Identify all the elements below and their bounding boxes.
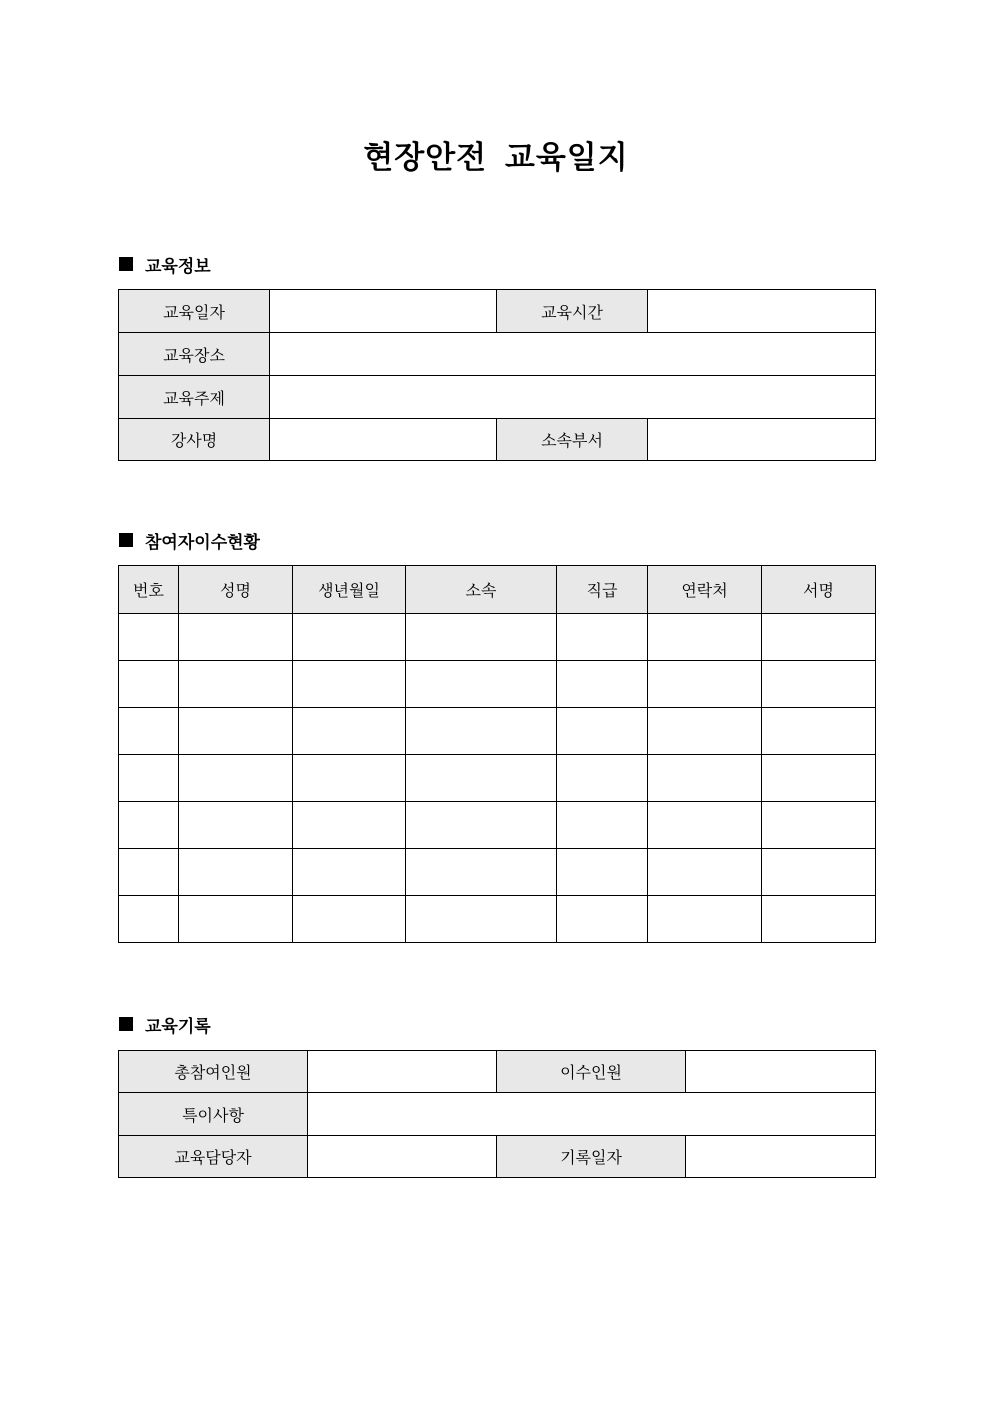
- cell-contact[interactable]: [648, 896, 762, 943]
- field-education-manager[interactable]: [308, 1136, 497, 1178]
- participants-table: [118, 565, 876, 943]
- field-department[interactable]: [648, 419, 876, 461]
- label-education-subject: 교육주제: [119, 376, 270, 419]
- section-heading-info: [119, 252, 211, 276]
- education-info-table: [118, 289, 876, 461]
- cell-number[interactable]: [119, 802, 179, 849]
- cell-signature[interactable]: [762, 614, 876, 661]
- cell-birthdate[interactable]: [293, 661, 406, 708]
- cell-name[interactable]: [179, 802, 293, 849]
- cell-contact[interactable]: [648, 849, 762, 896]
- education-record-table: [118, 1050, 876, 1178]
- cell-contact[interactable]: [648, 661, 762, 708]
- field-education-date[interactable]: [270, 290, 497, 333]
- cell-birthdate[interactable]: [293, 614, 406, 661]
- cell-name[interactable]: [179, 708, 293, 755]
- cell-name[interactable]: [179, 849, 293, 896]
- cell-contact[interactable]: [648, 614, 762, 661]
- cell-contact[interactable]: [648, 755, 762, 802]
- label-education-place: 교육장소: [119, 333, 270, 376]
- section-heading-label: 교육기록: [145, 1016, 211, 1037]
- field-notes[interactable]: [308, 1093, 876, 1136]
- field-completed-count[interactable]: [686, 1051, 876, 1093]
- field-instructor[interactable]: [270, 419, 497, 461]
- section-heading-participants: [119, 528, 260, 552]
- field-education-subject[interactable]: [270, 376, 876, 419]
- cell-position[interactable]: [557, 614, 648, 661]
- cell-affiliation[interactable]: [406, 849, 557, 896]
- cell-birthdate[interactable]: [293, 708, 406, 755]
- table-row: [119, 661, 876, 708]
- cell-contact[interactable]: [648, 802, 762, 849]
- table-row: [119, 849, 876, 896]
- section-heading-label: 참여자이수현황: [145, 532, 260, 553]
- column-header-contact: 연락처: [648, 566, 762, 614]
- table-row: [119, 802, 876, 849]
- cell-name[interactable]: [179, 755, 293, 802]
- cell-name[interactable]: [179, 614, 293, 661]
- table-header-row: [119, 566, 876, 614]
- square-bullet-icon: [119, 1017, 133, 1031]
- label-education-manager: 교육담당자: [119, 1136, 308, 1178]
- label-total-participants: 총참여인원: [119, 1051, 308, 1093]
- cell-position[interactable]: [557, 661, 648, 708]
- cell-affiliation[interactable]: [406, 614, 557, 661]
- column-header-number: 번호: [119, 566, 179, 614]
- table-row: [119, 755, 876, 802]
- cell-name[interactable]: [179, 896, 293, 943]
- label-instructor: 강사명: [119, 419, 270, 461]
- column-header-name: 성명: [179, 566, 293, 614]
- section-heading-record: [119, 1012, 211, 1036]
- field-record-date[interactable]: [686, 1136, 876, 1178]
- page-title: 현장안전 교육일지: [363, 140, 629, 176]
- cell-number[interactable]: [119, 614, 179, 661]
- cell-birthdate[interactable]: [293, 896, 406, 943]
- field-education-place[interactable]: [270, 333, 876, 376]
- label-record-date: 기록일자: [497, 1136, 686, 1178]
- column-header-position: 직급: [557, 566, 648, 614]
- cell-number[interactable]: [119, 755, 179, 802]
- cell-position[interactable]: [557, 708, 648, 755]
- cell-signature[interactable]: [762, 802, 876, 849]
- cell-birthdate[interactable]: [293, 849, 406, 896]
- cell-signature[interactable]: [762, 755, 876, 802]
- label-department: 소속부서: [497, 419, 648, 461]
- table-row: [119, 614, 876, 661]
- cell-affiliation[interactable]: [406, 896, 557, 943]
- cell-position[interactable]: [557, 849, 648, 896]
- field-education-time[interactable]: [648, 290, 876, 333]
- cell-position[interactable]: [557, 755, 648, 802]
- cell-number[interactable]: [119, 849, 179, 896]
- label-education-date: 교육일자: [119, 290, 270, 333]
- square-bullet-icon: [119, 533, 133, 547]
- cell-contact[interactable]: [648, 708, 762, 755]
- label-education-time: 교육시간: [497, 290, 648, 333]
- cell-number[interactable]: [119, 896, 179, 943]
- cell-number[interactable]: [119, 708, 179, 755]
- section-heading-label: 교육정보: [145, 256, 211, 277]
- cell-name[interactable]: [179, 661, 293, 708]
- column-header-affiliation: 소속: [406, 566, 557, 614]
- cell-birthdate[interactable]: [293, 755, 406, 802]
- cell-signature[interactable]: [762, 896, 876, 943]
- table-row: [119, 708, 876, 755]
- cell-affiliation[interactable]: [406, 802, 557, 849]
- column-header-birthdate: 생년월일: [293, 566, 406, 614]
- label-completed-count: 이수인원: [497, 1051, 686, 1093]
- cell-position[interactable]: [557, 896, 648, 943]
- square-bullet-icon: [119, 257, 133, 271]
- column-header-signature: 서명: [762, 566, 876, 614]
- cell-birthdate[interactable]: [293, 802, 406, 849]
- cell-affiliation[interactable]: [406, 708, 557, 755]
- cell-number[interactable]: [119, 661, 179, 708]
- table-row: [119, 896, 876, 943]
- cell-signature[interactable]: [762, 708, 876, 755]
- cell-affiliation[interactable]: [406, 755, 557, 802]
- cell-signature[interactable]: [762, 661, 876, 708]
- label-notes: 특이사항: [119, 1093, 308, 1136]
- cell-signature[interactable]: [762, 849, 876, 896]
- cell-position[interactable]: [557, 802, 648, 849]
- cell-affiliation[interactable]: [406, 661, 557, 708]
- field-total-participants[interactable]: [308, 1051, 497, 1093]
